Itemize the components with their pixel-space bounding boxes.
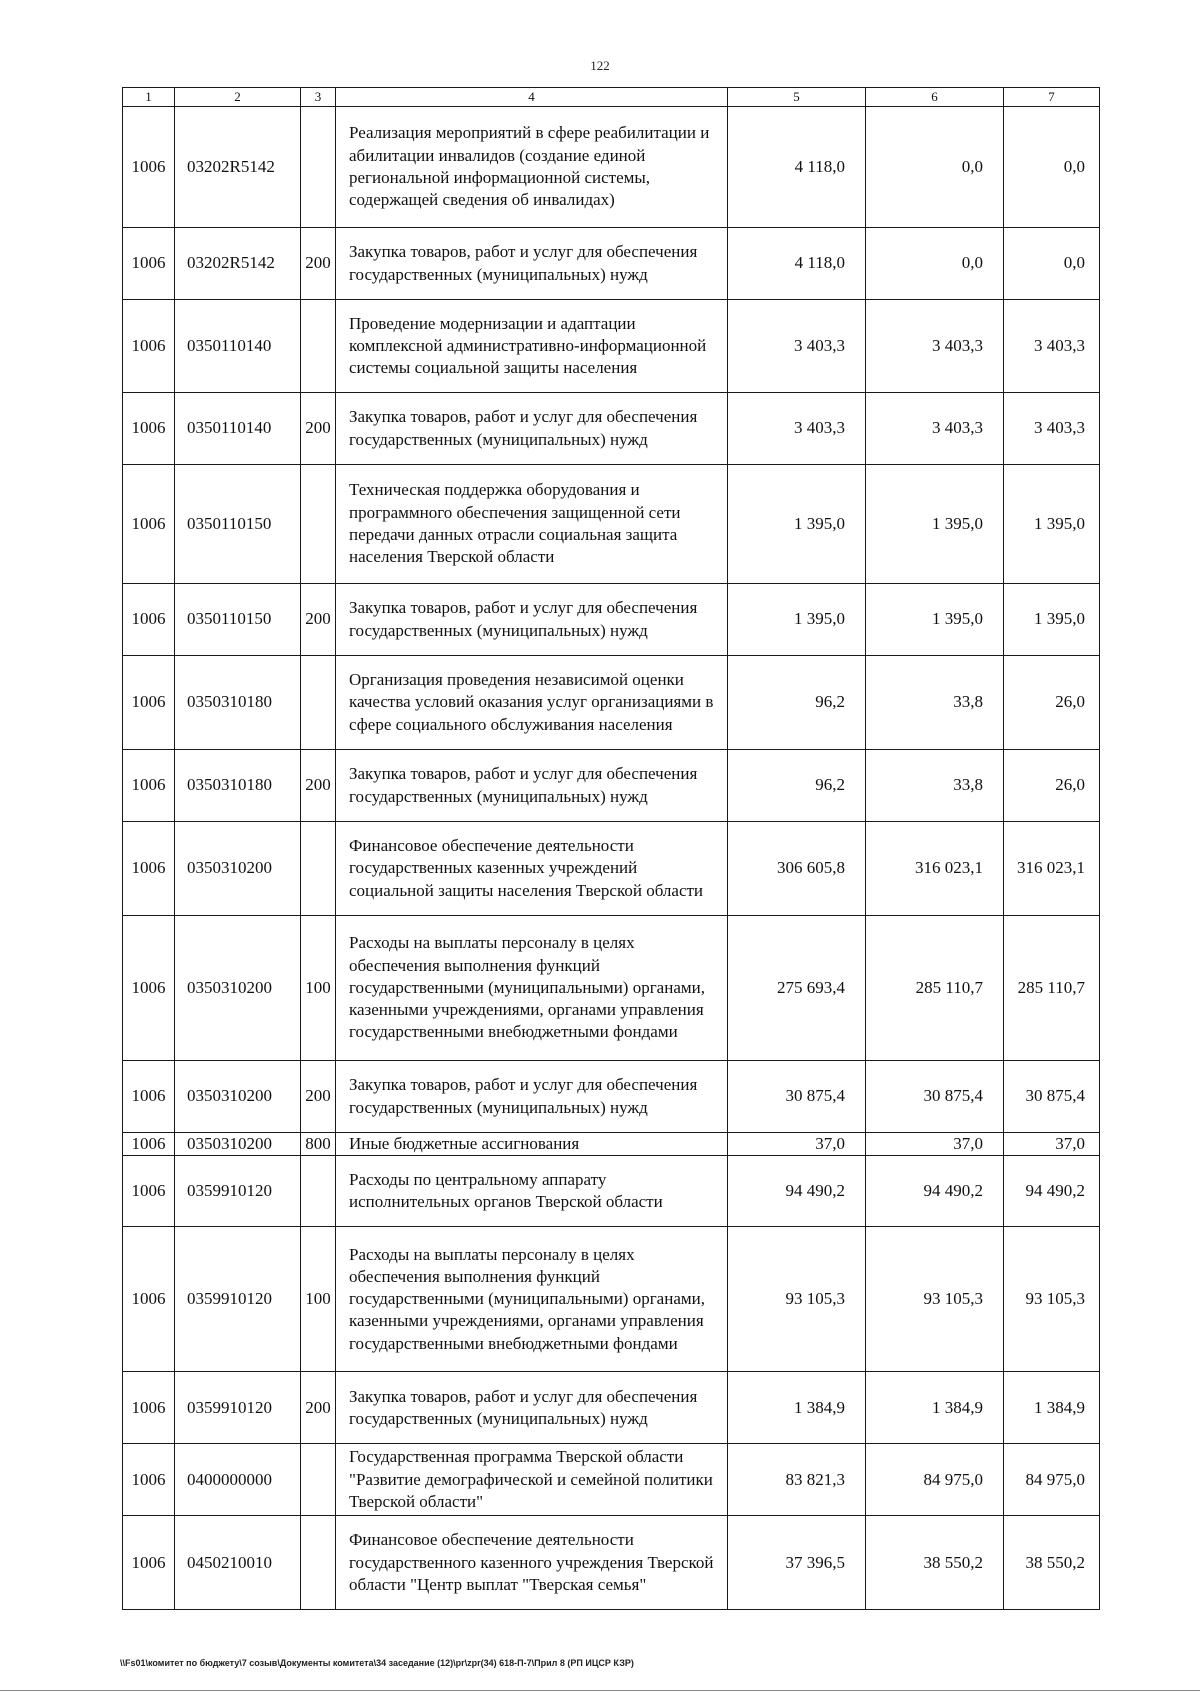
amount-col-7: 84 975,0 bbox=[1004, 1444, 1100, 1516]
item-name-cell: Реализация мероприятий в сфере реабилитации и абилитации инвалидов (создание единой региональной информационной системы, содержащей сведения об инвалидах) bbox=[336, 107, 728, 228]
amount-col-5: 1 395,0 bbox=[728, 584, 866, 656]
amount-col-7: 30 875,4 bbox=[1004, 1061, 1100, 1133]
table-row bbox=[123, 584, 1100, 656]
table-row bbox=[123, 228, 1100, 300]
amount-col-7: 285 110,7 bbox=[1004, 916, 1100, 1061]
expense-type-cell bbox=[301, 1156, 336, 1227]
item-name-cell: Закупка товаров, работ и услуг для обеспечения государственных (муниципальных) нужд bbox=[336, 584, 728, 656]
item-name-cell: Закупка товаров, работ и услуг для обеспечения государственных (муниципальных) нужд bbox=[336, 228, 728, 300]
expense-type-cell bbox=[301, 107, 336, 228]
amount-col-5: 4 118,0 bbox=[728, 107, 866, 228]
section-cell: 1006 bbox=[123, 300, 175, 393]
header-col-2: 2 bbox=[175, 88, 301, 107]
amount-col-7: 1 384,9 bbox=[1004, 1372, 1100, 1444]
table-row bbox=[123, 656, 1100, 750]
header-col-5: 5 bbox=[728, 88, 866, 107]
expense-type-cell: 200 bbox=[301, 750, 336, 822]
amount-col-7: 3 403,3 bbox=[1004, 300, 1100, 393]
amount-col-5: 306 605,8 bbox=[728, 822, 866, 916]
amount-col-5: 3 403,3 bbox=[728, 393, 866, 465]
header-col-7: 7 bbox=[1004, 88, 1100, 107]
header-row bbox=[123, 88, 1100, 107]
amount-col-6: 38 550,2 bbox=[866, 1516, 1004, 1610]
expense-type-cell: 200 bbox=[301, 393, 336, 465]
amount-col-6: 0,0 bbox=[866, 228, 1004, 300]
section-cell: 1006 bbox=[123, 750, 175, 822]
item-name-cell: Закупка товаров, работ и услуг для обеспечения государственных (муниципальных) нужд bbox=[336, 393, 728, 465]
amount-col-6: 285 110,7 bbox=[866, 916, 1004, 1061]
table-row bbox=[123, 1227, 1100, 1372]
target-code-cell: 03202R5142 bbox=[175, 228, 301, 300]
amount-col-6: 33,8 bbox=[866, 656, 1004, 750]
table-row bbox=[123, 393, 1100, 465]
target-code-cell: 0350310180 bbox=[175, 656, 301, 750]
expense-type-cell: 200 bbox=[301, 1372, 336, 1444]
page-number: 122 bbox=[590, 58, 610, 73]
target-code-cell: 0350110140 bbox=[175, 393, 301, 465]
amount-col-6: 0,0 bbox=[866, 107, 1004, 228]
amount-col-6: 1 395,0 bbox=[866, 584, 1004, 656]
amount-col-5: 30 875,4 bbox=[728, 1061, 866, 1133]
target-code-cell: 0350310200 bbox=[175, 822, 301, 916]
section-cell: 1006 bbox=[123, 228, 175, 300]
expense-type-cell: 100 bbox=[301, 916, 336, 1061]
table-row bbox=[123, 107, 1100, 228]
amount-col-6: 94 490,2 bbox=[866, 1156, 1004, 1227]
amount-col-7: 316 023,1 bbox=[1004, 822, 1100, 916]
amount-col-7: 37,0 bbox=[1004, 1133, 1100, 1156]
expense-type-cell: 200 bbox=[301, 584, 336, 656]
target-code-cell: 0359910120 bbox=[175, 1372, 301, 1444]
target-code-cell: 0359910120 bbox=[175, 1156, 301, 1227]
expense-type-cell: 800 bbox=[301, 1133, 336, 1156]
section-cell: 1006 bbox=[123, 1516, 175, 1610]
amount-col-7: 26,0 bbox=[1004, 656, 1100, 750]
section-cell: 1006 bbox=[123, 1156, 175, 1227]
target-code-cell: 0350310200 bbox=[175, 916, 301, 1061]
item-name-cell: Финансовое обеспечение деятельности государственных казенных учреждений социальной защиты населения Тверской области bbox=[336, 822, 728, 916]
amount-col-7: 0,0 bbox=[1004, 228, 1100, 300]
amount-col-7: 3 403,3 bbox=[1004, 393, 1100, 465]
bottom-divider bbox=[0, 1690, 1200, 1691]
amount-col-7: 0,0 bbox=[1004, 107, 1100, 228]
section-cell: 1006 bbox=[123, 822, 175, 916]
amount-col-5: 93 105,3 bbox=[728, 1227, 866, 1372]
amount-col-7: 1 395,0 bbox=[1004, 584, 1100, 656]
amount-col-5: 4 118,0 bbox=[728, 228, 866, 300]
expense-type-cell bbox=[301, 465, 336, 584]
item-name-cell: Проведение модернизации и адаптации комплексной административно-информационной системы социальной защиты населения bbox=[336, 300, 728, 393]
target-code-cell: 0350310180 bbox=[175, 750, 301, 822]
amount-col-7: 38 550,2 bbox=[1004, 1516, 1100, 1610]
section-cell: 1006 bbox=[123, 1061, 175, 1133]
amount-col-6: 316 023,1 bbox=[866, 822, 1004, 916]
footer-file-path: \\Fs01\комитет по бюджету\7 созыв\Документы комитета\34 заседание (12)\pr\zpr(34) 618-П-7\Прил 8 (РП ИЦСР КЗР) bbox=[120, 1658, 634, 1668]
amount-col-7: 94 490,2 bbox=[1004, 1156, 1100, 1227]
item-name-cell: Техническая поддержка оборудования и программного обеспечения защищенной сети передачи данных отрасли социальная защита населения Тверской области bbox=[336, 465, 728, 584]
budget-table bbox=[122, 87, 1100, 1610]
table-row bbox=[123, 916, 1100, 1061]
section-cell: 1006 bbox=[123, 916, 175, 1061]
amount-col-5: 96,2 bbox=[728, 750, 866, 822]
header-col-3: 3 bbox=[301, 88, 336, 107]
section-cell: 1006 bbox=[123, 1372, 175, 1444]
header-col-4: 4 bbox=[336, 88, 728, 107]
amount-col-6: 1 384,9 bbox=[866, 1372, 1004, 1444]
section-cell: 1006 bbox=[123, 584, 175, 656]
item-name-cell: Расходы по центральному аппарату исполнительных органов Тверской области bbox=[336, 1156, 728, 1227]
amount-col-7: 93 105,3 bbox=[1004, 1227, 1100, 1372]
expense-type-cell bbox=[301, 300, 336, 393]
expense-type-cell: 200 bbox=[301, 228, 336, 300]
amount-col-5: 3 403,3 bbox=[728, 300, 866, 393]
expense-type-cell bbox=[301, 656, 336, 750]
expense-type-cell bbox=[301, 1516, 336, 1610]
amount-col-5: 1 384,9 bbox=[728, 1372, 866, 1444]
table-row bbox=[123, 1372, 1100, 1444]
amount-col-6: 93 105,3 bbox=[866, 1227, 1004, 1372]
target-code-cell: 0350110140 bbox=[175, 300, 301, 393]
target-code-cell: 0450210010 bbox=[175, 1516, 301, 1610]
amount-col-5: 1 395,0 bbox=[728, 465, 866, 584]
item-name-cell: Закупка товаров, работ и услуг для обеспечения государственных (муниципальных) нужд bbox=[336, 1372, 728, 1444]
amount-col-6: 84 975,0 bbox=[866, 1444, 1004, 1516]
target-code-cell: 03202R5142 bbox=[175, 107, 301, 228]
table-row bbox=[123, 750, 1100, 822]
expense-type-cell bbox=[301, 1444, 336, 1516]
header-col-6: 6 bbox=[866, 88, 1004, 107]
item-name-cell: Расходы на выплаты персоналу в целях обеспечения выполнения функций государственными (муниципальными) органами, казенными учреждениями, органами управления государственными внебюджетными фондами bbox=[336, 916, 728, 1061]
section-cell: 1006 bbox=[123, 1227, 175, 1372]
target-code-cell: 0350110150 bbox=[175, 465, 301, 584]
amount-col-5: 96,2 bbox=[728, 656, 866, 750]
section-cell: 1006 bbox=[123, 393, 175, 465]
target-code-cell: 0359910120 bbox=[175, 1227, 301, 1372]
amount-col-7: 26,0 bbox=[1004, 750, 1100, 822]
target-code-cell: 0350310200 bbox=[175, 1133, 301, 1156]
target-code-cell: 0350110150 bbox=[175, 584, 301, 656]
item-name-cell: Финансовое обеспечение деятельности государственного казенного учреждения Тверской области "Центр выплат "Тверская семья" bbox=[336, 1516, 728, 1610]
amount-col-5: 94 490,2 bbox=[728, 1156, 866, 1227]
section-cell: 1006 bbox=[123, 1133, 175, 1156]
amount-col-5: 275 693,4 bbox=[728, 916, 866, 1061]
table-row bbox=[123, 1133, 1100, 1156]
item-name-cell: Государственная программа Тверской области "Развитие демографической и семейной политики Тверской области" bbox=[336, 1444, 728, 1516]
amount-col-6: 1 395,0 bbox=[866, 465, 1004, 584]
section-cell: 1006 bbox=[123, 656, 175, 750]
item-name-cell: Иные бюджетные ассигнования bbox=[336, 1133, 728, 1156]
amount-col-6: 3 403,3 bbox=[866, 300, 1004, 393]
section-cell: 1006 bbox=[123, 465, 175, 584]
target-code-cell: 0350310200 bbox=[175, 1061, 301, 1133]
expense-type-cell: 100 bbox=[301, 1227, 336, 1372]
amount-col-5: 37,0 bbox=[728, 1133, 866, 1156]
amount-col-5: 83 821,3 bbox=[728, 1444, 866, 1516]
expense-type-cell: 200 bbox=[301, 1061, 336, 1133]
header-col-1: 1 bbox=[123, 88, 175, 107]
table-row bbox=[123, 1156, 1100, 1227]
expense-type-cell bbox=[301, 822, 336, 916]
section-cell: 1006 bbox=[123, 1444, 175, 1516]
section-cell: 1006 bbox=[123, 107, 175, 228]
amount-col-6: 37,0 bbox=[866, 1133, 1004, 1156]
amount-col-6: 3 403,3 bbox=[866, 393, 1004, 465]
table-row bbox=[123, 300, 1100, 393]
item-name-cell: Закупка товаров, работ и услуг для обеспечения государственных (муниципальных) нужд bbox=[336, 1061, 728, 1133]
table-row bbox=[123, 1444, 1100, 1516]
item-name-cell: Закупка товаров, работ и услуг для обеспечения государственных (муниципальных) нужд bbox=[336, 750, 728, 822]
amount-col-6: 33,8 bbox=[866, 750, 1004, 822]
table-row bbox=[123, 1516, 1100, 1610]
item-name-cell: Расходы на выплаты персоналу в целях обеспечения выполнения функций государственными (муниципальными) органами, казенными учреждениями, органами управления государственными внебюджетными фондами bbox=[336, 1227, 728, 1372]
item-name-cell: Организация проведения независимой оценки качества условий оказания услуг организациями в сфере социального обслуживания населения bbox=[336, 656, 728, 750]
amount-col-6: 30 875,4 bbox=[866, 1061, 1004, 1133]
table-row bbox=[123, 822, 1100, 916]
target-code-cell: 0400000000 bbox=[175, 1444, 301, 1516]
table-row bbox=[123, 1061, 1100, 1133]
amount-col-5: 37 396,5 bbox=[728, 1516, 866, 1610]
amount-col-7: 1 395,0 bbox=[1004, 465, 1100, 584]
table-row bbox=[123, 465, 1100, 584]
